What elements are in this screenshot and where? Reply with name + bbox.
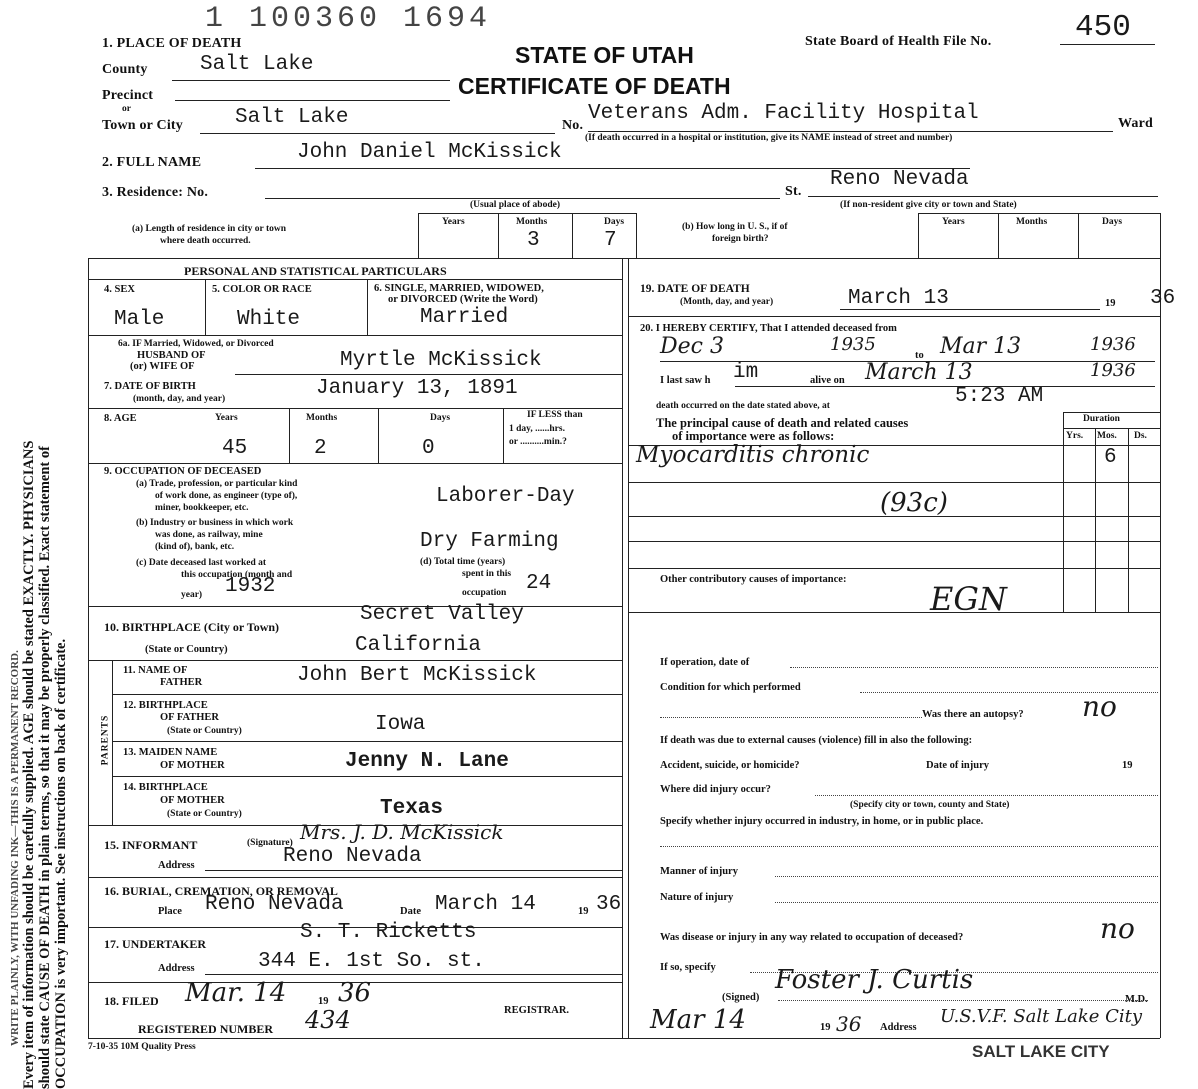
md-label: M.D.: [1125, 994, 1148, 1005]
undertaker-address-label: Address: [158, 963, 195, 974]
occ-c-2: this occupation (month and: [181, 570, 293, 580]
residence-value: Reno Nevada: [830, 168, 969, 191]
age-years-value: 45: [222, 437, 248, 460]
printer-note: 7-10-35 10M Quality Press: [88, 1042, 196, 1052]
cause-label-2: of importance were as follows:: [672, 429, 835, 443]
age-months-value: 2: [314, 437, 327, 460]
full-name-label: 2. FULL NAME: [102, 155, 202, 170]
us-label-1: (b) How long in U. S., if of: [682, 222, 788, 232]
street-label: St.: [785, 184, 802, 199]
father-label-2: FATHER: [160, 677, 203, 688]
occupation-total-time: 24: [526, 572, 552, 595]
length-label-1: (a) Length of residence in city or town: [132, 224, 287, 234]
less-label-1: IF LESS than: [527, 410, 583, 420]
dur-yrs-header: Yrs.: [1066, 431, 1084, 441]
certify-label: 20. I HEREBY CERTIFY, That I attended deceased from: [640, 323, 897, 334]
autopsy-value: no: [1082, 690, 1117, 723]
operation-label: If operation, date of: [660, 657, 750, 668]
cause-label-1: The principal cause of death and related causes: [656, 416, 909, 430]
mbirth-label-1: 14. BIRTHPLACE: [123, 782, 208, 793]
res-months-header: Months: [516, 217, 548, 227]
external-label: If death was due to external causes (violence) fill in also the following:: [660, 735, 973, 746]
manner-label: Manner of injury: [660, 866, 738, 877]
facility-note: (If death occurred in a hospital or institution, give its NAME instead of street and number): [585, 133, 953, 143]
marital-label-1: 6. SINGLE, MARRIED, WIDOWED,: [374, 283, 544, 294]
accident-label: Accident, suicide, or homicide?: [660, 760, 800, 771]
autopsy-label: Was there an autopsy?: [922, 709, 1024, 720]
stamp-text: SALT LAKE CITY: [972, 1042, 1110, 1061]
burial-place-label: Place: [158, 906, 182, 917]
parents-side-label: PARENTS: [100, 714, 111, 766]
birthplace-state-label: (State or Country): [145, 644, 228, 655]
occ-d-2: spent in this: [462, 569, 512, 579]
physician-address-label: Address: [880, 1022, 917, 1033]
fbirth-label-1: 12. BIRTHPLACE: [123, 700, 208, 711]
related-label: Was disease or injury in any way related to occupation of deceased?: [660, 932, 964, 943]
informant-sig-label: (Signature): [247, 838, 293, 848]
sex-label: 4. SEX: [104, 284, 135, 295]
where-label: Where did injury occur?: [660, 784, 771, 795]
signed-label: (Signed): [722, 992, 760, 1003]
father-name: John Bert McKissick: [297, 664, 537, 687]
age-years-header: Years: [215, 413, 238, 423]
town-value: Salt Lake: [235, 106, 349, 129]
dod-19: 19: [1105, 298, 1116, 309]
birthplace-city: Secret Valley: [360, 603, 524, 626]
age-months-header: Months: [306, 413, 338, 423]
mother-label-2: OF MOTHER: [160, 760, 225, 771]
serial-number: 1 100360 1694: [205, 2, 492, 36]
full-name-value: John Daniel McKissick: [297, 141, 562, 164]
res-days-value: 7: [604, 229, 617, 252]
burial-date: March 14: [435, 893, 536, 916]
physician-address: U.S.V.F. Salt Lake City: [940, 1006, 1143, 1027]
spouse-label-2: HUSBAND OF: [137, 350, 206, 361]
filed-label: 18. FILED: [104, 994, 159, 1008]
margin-warning: WRITE PLAINLY, WITH UNFADING INK—THIS IS A PERMANENT RECORD.: [9, 650, 21, 1046]
alive-on-label: alive on: [810, 375, 845, 386]
mother-name: Jenny N. Lane: [345, 750, 509, 773]
margin-line-2: should state CAUSE OF DEATH in plain terms, so that it may be properly classified. Exact statement of: [37, 446, 53, 1089]
us-days-header: Days: [1102, 217, 1123, 227]
burial-19: 19: [578, 906, 589, 917]
res-months-value: 3: [527, 229, 540, 252]
marital-label-2: or DIVORCED (Write the Word): [388, 294, 538, 305]
res-years-header: Years: [442, 217, 465, 227]
state-title: STATE OF UTAH: [515, 42, 694, 68]
personal-heading: PERSONAL AND STATISTICAL PARTICULARS: [184, 264, 447, 278]
sign-date: Mar 14: [650, 1005, 746, 1035]
fbirth-label-3: (State or Country): [167, 726, 242, 736]
us-years-header: Years: [942, 217, 965, 227]
nonresident-note: (If non-resident give city or town and State): [840, 200, 1017, 210]
informant-address: Reno Nevada: [283, 845, 422, 868]
attended-from: Dec 3: [660, 334, 724, 359]
physician-signature: Foster J. Curtis: [775, 965, 974, 995]
occ-b-2: was done, as railway, mine: [155, 530, 263, 540]
occ-a-2: of work done, as engineer (type of),: [155, 491, 298, 501]
father-birthplace: Iowa: [375, 713, 426, 736]
facility-value: Veterans Adm. Facility Hospital: [588, 102, 979, 125]
less-label-3: or ..........min.?: [509, 437, 567, 447]
occ-b-3: (kind of), bank, etc.: [155, 542, 235, 552]
us-label-2: foreign birth?: [712, 234, 769, 244]
last-saw-pronoun: im: [733, 361, 759, 384]
reg-no-label: REGISTERED NUMBER: [138, 1022, 274, 1036]
age-days-header: Days: [430, 413, 451, 423]
occupation-label: 9. OCCUPATION OF DECEASED: [104, 466, 262, 477]
spouse-label-1: 6a. IF Married, Widowed, or Divorced: [118, 339, 274, 349]
county-label: County: [102, 62, 148, 77]
informant-label: 15. INFORMANT: [104, 838, 198, 852]
burial-place: Reno Nevada: [205, 893, 344, 916]
occupation-trade: Laborer-Day: [436, 485, 575, 508]
cause-code: (93c): [880, 488, 948, 518]
filed-date: Mar. 14: [185, 978, 287, 1008]
industry-question: Specify whether injury occurred in industry, in home, or in public place.: [660, 816, 984, 827]
dod-year: 36: [1150, 287, 1176, 310]
injury-19: 19: [1122, 760, 1133, 771]
injury-date-label: Date of injury: [926, 760, 989, 771]
reg-no-value: 434: [305, 1006, 351, 1034]
dod-value: March 13: [848, 287, 949, 310]
occupation-industry: Dry Farming: [420, 530, 559, 553]
occ-a-1: (a) Trade, profession, or particular kind: [136, 479, 298, 489]
sign-19: 19: [820, 1022, 831, 1033]
related-value: no: [1100, 912, 1135, 945]
age-label: 8. AGE: [104, 413, 137, 424]
residence-label: 3. Residence: No.: [102, 185, 209, 200]
duration-months: 6: [1104, 446, 1117, 469]
filed-19: 19: [318, 996, 329, 1007]
mbirth-label-3: (State or Country): [167, 809, 242, 819]
sign-year: 36: [836, 1012, 862, 1036]
occ-c-3: year): [181, 590, 203, 600]
duration-header: Duration: [1083, 414, 1120, 424]
burial-label: 16. BURIAL, CREMATION, OR REMOVAL: [104, 884, 338, 898]
undertaker-address: 344 E. 1st So. st.: [258, 950, 485, 973]
precinct-label: Precinct: [102, 88, 154, 103]
burial-year: 36: [596, 893, 622, 916]
res-days-header: Days: [604, 217, 625, 227]
spouse-value: Myrtle McKissick: [340, 349, 542, 372]
dob-label-1: 7. DATE OF BIRTH: [104, 381, 196, 392]
father-label-1: 11. NAME OF: [123, 665, 188, 676]
occupation-last-worked: 1932: [225, 575, 276, 598]
mother-label-1: 13. MAIDEN NAME: [123, 747, 218, 758]
if-so-label: If so, specify: [660, 962, 716, 973]
contrib-label: Other contributory causes of importance:: [660, 574, 847, 585]
nature-label: Nature of injury: [660, 892, 734, 903]
informant-address-label: Address: [158, 860, 195, 871]
or-label: or: [122, 104, 131, 114]
length-label-2: where death occurred.: [160, 236, 251, 246]
occ-b-1: (b) Industry or business in which work: [136, 518, 294, 528]
less-label-2: 1 day, ......hrs.: [509, 424, 565, 434]
file-no-label: State Board of Health File No.: [805, 34, 992, 49]
birthplace-label: 10. BIRTHPLACE (City or Town): [104, 620, 280, 634]
attended-to: Mar 13: [940, 334, 1022, 359]
attended-from-year: 1935: [830, 334, 876, 355]
to-label: to: [915, 350, 924, 361]
undertaker-name: S. T. Ricketts: [300, 921, 477, 944]
county-value: Salt Lake: [200, 53, 314, 76]
margin-instructions: [21, 89, 69, 1089]
margin-line-3: OCCUPATION is very important. See instructions on back of certificate.: [53, 638, 69, 1089]
contrib-initials: EGN: [930, 580, 1007, 618]
attended-to-year: 1936: [1090, 334, 1136, 355]
dur-mos-header: Mos.: [1097, 431, 1117, 441]
occ-d-3: occupation: [462, 588, 507, 598]
last-saw-label: I last saw h: [660, 375, 711, 386]
color-label: 5. COLOR OR RACE: [212, 284, 312, 295]
registrar-label: REGISTRAR.: [504, 1005, 570, 1016]
burial-date-label: Date: [400, 906, 421, 917]
no-label: No.: [562, 118, 584, 133]
undertaker-label: 17. UNDERTAKER: [104, 937, 207, 951]
town-label: Town or City: [102, 118, 183, 133]
dod-label-2: (Month, day, and year): [680, 297, 774, 307]
dob-value: January 13, 1891: [316, 377, 518, 400]
fbirth-label-2: OF FATHER: [160, 712, 220, 723]
occ-a-3: miner, bookkeeper, etc.: [155, 503, 249, 513]
occ-c-1: (c) Date deceased last worked at: [136, 558, 267, 568]
usual-abode-note: (Usual place of abode): [470, 200, 560, 210]
informant-signature: Mrs. J. D. McKissick: [300, 820, 504, 844]
last-saw-date: March 13: [865, 360, 973, 385]
ward-label: Ward: [1118, 116, 1154, 131]
file-number: 450: [1075, 10, 1131, 45]
cause-value: Myocarditis chronic: [636, 442, 870, 468]
certificate-title: CERTIFICATE OF DEATH: [458, 73, 731, 99]
birthplace-state: California: [355, 634, 482, 657]
spouse-label-3: (or) WIFE OF: [130, 361, 195, 372]
condition-label: Condition for which performed: [660, 682, 801, 693]
sex-value: Male: [114, 308, 165, 331]
us-months-header: Months: [1016, 217, 1048, 227]
death-time: 5:23 AM: [955, 385, 1044, 408]
dod-label-1: 19. DATE OF DEATH: [640, 283, 750, 295]
margin-line-1: Every item of information should be carefully supplied. AGE should be stated EXACTLY. PHYSICIANS: [21, 440, 37, 1089]
place-of-death-label: 1. PLACE OF DEATH: [102, 36, 242, 51]
mother-birthplace: Texas: [380, 797, 444, 820]
dur-ds-header: Ds.: [1134, 431, 1147, 441]
specify-city-note: (Specify city or town, county and State): [850, 800, 1010, 810]
marital-value: Married: [420, 306, 509, 329]
age-days-value: 0: [422, 437, 435, 460]
death-time-label: death occurred on the date stated above, at: [656, 401, 830, 411]
dob-label-2: (month, day, and year): [133, 394, 226, 404]
last-saw-year: 1936: [1090, 360, 1136, 381]
occ-d-1: (d) Total time (years): [420, 557, 506, 567]
filed-year: 36: [338, 978, 372, 1008]
mbirth-label-2: OF MOTHER: [160, 795, 225, 806]
color-value: White: [237, 308, 301, 331]
